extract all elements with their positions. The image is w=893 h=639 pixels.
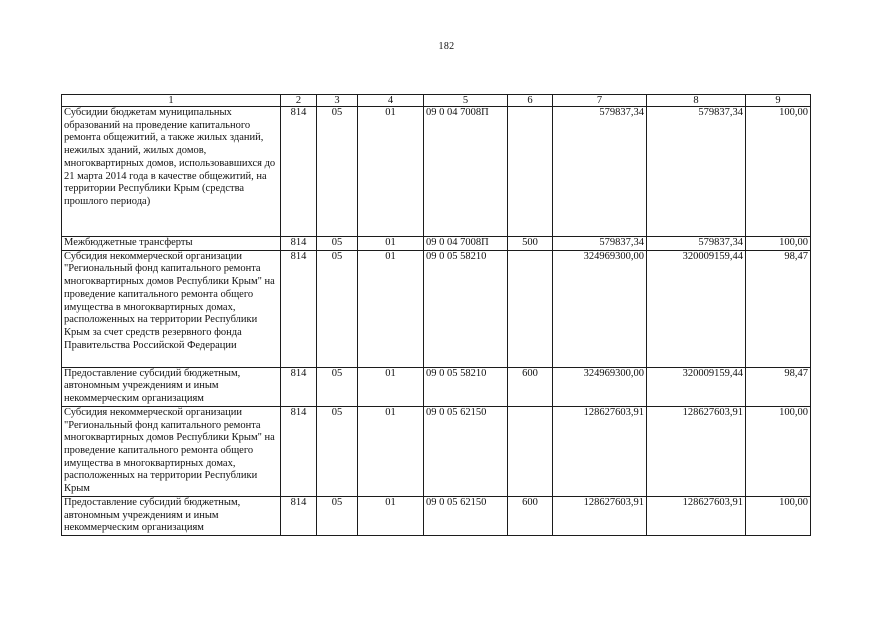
planned-amount: 128627603,91 — [553, 496, 647, 535]
subsection-code: 01 — [358, 250, 424, 367]
expense-type — [508, 107, 553, 237]
section-code: 05 — [317, 496, 358, 535]
admin-code: 814 — [281, 250, 317, 367]
row-name: Субсидия некоммерческой организации "Региональный фонд капитального ремонта многоквартирных домов Республики Крым" на проведение капитального ремонта общего имущества в многоквартирных домах, расположенных на территории Республики Крым за счет средств резервного фонда Правительства Российской Федерации — [62, 250, 281, 367]
execution-percent: 100,00 — [746, 237, 811, 251]
executed-amount: 128627603,91 — [647, 406, 746, 496]
executed-amount: 579837,34 — [647, 107, 746, 237]
subsection-code: 01 — [358, 406, 424, 496]
row-name: Предоставление субсидий бюджетным, автономным учреждениям и иным некоммерческим организациям — [62, 496, 281, 535]
header-cell: 2 — [281, 95, 317, 107]
target-article: 09 0 05 62150 — [424, 406, 508, 496]
row-name: Межбюджетные трансферты — [62, 237, 281, 251]
target-article: 09 0 05 58210 — [424, 367, 508, 406]
budget-table — [61, 94, 811, 536]
admin-code: 814 — [281, 406, 317, 496]
expense-type: 600 — [508, 367, 553, 406]
execution-percent: 98,47 — [746, 250, 811, 367]
header-cell: 4 — [358, 95, 424, 107]
header-cell: 3 — [317, 95, 358, 107]
planned-amount: 324969300,00 — [553, 250, 647, 367]
table-row — [62, 367, 811, 406]
subsection-code: 01 — [358, 496, 424, 535]
header-cell: 7 — [553, 95, 647, 107]
executed-amount: 320009159,44 — [647, 367, 746, 406]
expense-type — [508, 406, 553, 496]
target-article: 09 0 04 7008П — [424, 237, 508, 251]
expense-type — [508, 250, 553, 367]
table-row — [62, 107, 811, 237]
target-article: 09 0 04 7008П — [424, 107, 508, 237]
target-article: 09 0 05 62150 — [424, 496, 508, 535]
admin-code: 814 — [281, 107, 317, 237]
expense-type: 600 — [508, 496, 553, 535]
page-number: 182 — [438, 41, 455, 52]
execution-percent: 100,00 — [746, 107, 811, 237]
header-cell: 1 — [62, 95, 281, 107]
admin-code: 814 — [281, 237, 317, 251]
executed-amount: 579837,34 — [647, 237, 746, 251]
section-code: 05 — [317, 107, 358, 237]
header-cell: 9 — [746, 95, 811, 107]
table-row — [62, 250, 811, 367]
planned-amount: 128627603,91 — [553, 406, 647, 496]
planned-amount: 324969300,00 — [553, 367, 647, 406]
header-cell: 6 — [508, 95, 553, 107]
execution-percent: 100,00 — [746, 496, 811, 535]
expense-type: 500 — [508, 237, 553, 251]
table-row — [62, 496, 811, 535]
subsection-code: 01 — [358, 367, 424, 406]
planned-amount: 579837,34 — [553, 107, 647, 237]
table-row — [62, 406, 811, 496]
table-row — [62, 237, 811, 251]
row-name: Субсидии бюджетам муниципальных образований на проведение капитального ремонта общежитий, а также жилых зданий, нежилых зданий, жилых домов, многоквартирных домов, использовавшихся до 21 марта 2014 года в качестве общежитий, на территории Республики Крым (средства прошлого периода) — [62, 107, 281, 237]
admin-code: 814 — [281, 496, 317, 535]
planned-amount: 579837,34 — [553, 237, 647, 251]
header-cell: 8 — [647, 95, 746, 107]
row-name: Предоставление субсидий бюджетным, автономным учреждениям и иным некоммерческим организациям — [62, 367, 281, 406]
execution-percent: 100,00 — [746, 406, 811, 496]
section-code: 05 — [317, 250, 358, 367]
admin-code: 814 — [281, 367, 317, 406]
row-name: Субсидия некоммерческой организации "Региональный фонд капитального ремонта многоквартирных домов Республики Крым" на проведение капитального ремонта общего имущества в многоквартирных домах, расположенных на территории Республики Крым — [62, 406, 281, 496]
subsection-code: 01 — [358, 237, 424, 251]
executed-amount: 320009159,44 — [647, 250, 746, 367]
executed-amount: 128627603,91 — [647, 496, 746, 535]
section-code: 05 — [317, 406, 358, 496]
header-cell: 5 — [424, 95, 508, 107]
execution-percent: 98,47 — [746, 367, 811, 406]
target-article: 09 0 05 58210 — [424, 250, 508, 367]
subsection-code: 01 — [358, 107, 424, 237]
section-code: 05 — [317, 237, 358, 251]
table-header-row — [62, 95, 811, 107]
section-code: 05 — [317, 367, 358, 406]
